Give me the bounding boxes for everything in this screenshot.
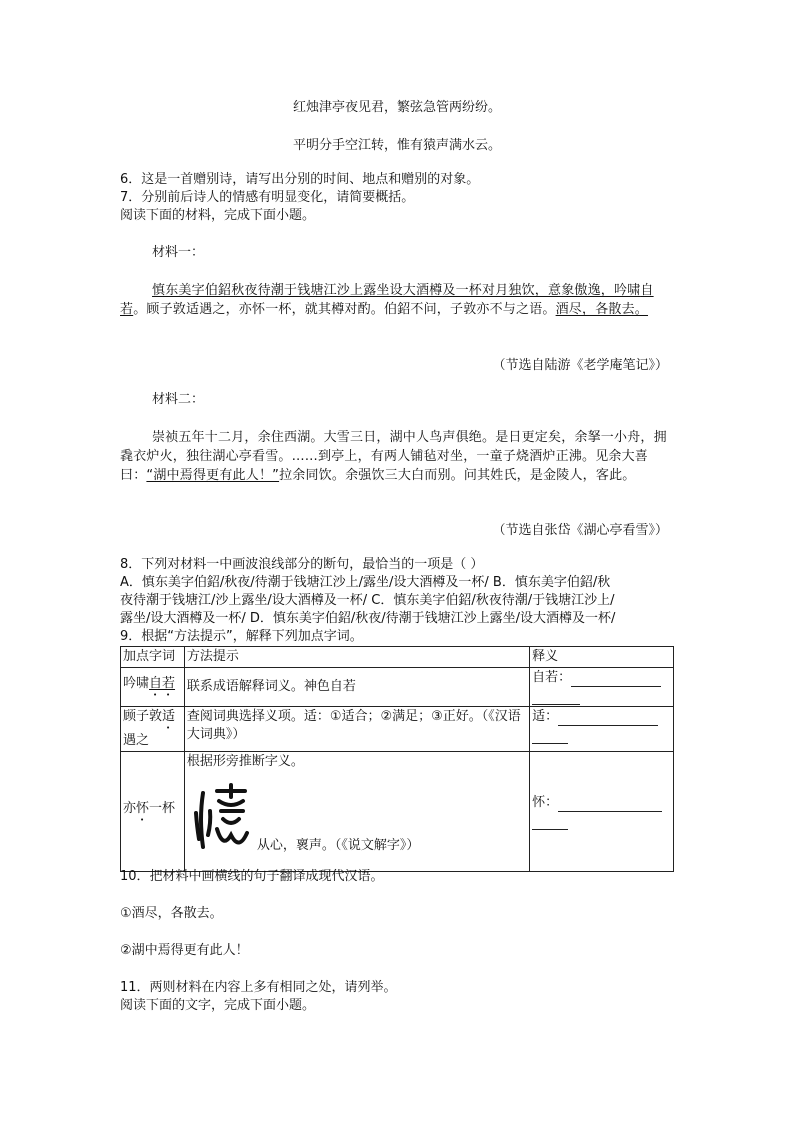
- question-6: 6．这是一首赠别诗，请写出分别的时间、地点和赠别的对象。: [120, 172, 480, 187]
- word-dotted: 自若: [149, 676, 176, 691]
- answer-cell: [530, 752, 674, 872]
- question-10-stem: 10．把材料中画横线的句子翻译成现代汉语。: [120, 869, 384, 884]
- header-meaning: 释义: [530, 647, 674, 668]
- zi-ruo-dotted: 自若: [120, 283, 654, 317]
- material-1-heading: 材料一：: [152, 245, 205, 260]
- material-1-middle: 。顾子敦适遇之，亦怀一杯，就其樽对酌。伯鉊不问，子敦亦不与之语。: [133, 302, 556, 317]
- answer-blank-cont[interactable]: [532, 817, 568, 830]
- question-10-item-2: ②湖中焉得更有此人！: [120, 943, 249, 958]
- word-prefix: 亦: [123, 800, 137, 816]
- question-8-options-2: 夜待潮于钱塘江/沙上露坐/设大酒樽及一杯/ C．慎东美字伯鉊/秋夜待潮/于钱塘江沙上/: [120, 593, 615, 608]
- question-9-table: [120, 646, 674, 872]
- reading-instruction-2: 阅读下面的文字，完成下面小题。: [120, 998, 316, 1013]
- answer-label: 自若：: [532, 670, 572, 685]
- seal-caption: 从心，褱声。（《说文解字》）: [256, 838, 420, 853]
- header-word: 加点字词: [121, 647, 185, 668]
- answer-blank[interactable]: [558, 799, 662, 812]
- header-method: 方法提示: [184, 647, 529, 668]
- answer-blank[interactable]: [571, 674, 661, 687]
- word-cell: [121, 707, 185, 752]
- answer-blank-cont[interactable]: [532, 692, 580, 705]
- word-cell: [121, 752, 185, 872]
- question-8-options-1: A．慎东美字伯鉊/秋夜/待潮于钱塘江沙上/露坐/设大酒樽及一杯/ B．慎东美字伯鉊/秋: [120, 575, 611, 590]
- material-1-text: [120, 281, 674, 319]
- answer-cell: [530, 707, 674, 752]
- answer-label: 怀：: [532, 794, 559, 810]
- answer-blank[interactable]: [558, 713, 658, 726]
- question-7: 7．分别前后诗人的情感有明显变化，请简要概括。: [120, 190, 415, 205]
- question-8-stem: 8．下列对材料一中画波浪线部分的断句，最恰当的一项是（ ）: [120, 557, 484, 572]
- poem-line-1: 红烛津亭夜见君，繁弦急管两纷纷。: [292, 100, 501, 115]
- hint-cell: 联系成语解释词义。神色自若: [184, 668, 529, 707]
- table-row: [121, 707, 674, 752]
- wavy-underlined-text: 慎东美字伯鉊秋夜待潮于钱塘江沙上露坐设大酒樽及一杯对月独饮，意象傲逸，吟啸: [152, 283, 641, 298]
- question-8-options-3: 露坐/设大酒樽及一杯/ D．慎东美字伯鉊/秋夜/待潮于钱塘江沙上露坐/设大酒樽及一杯/: [120, 611, 616, 626]
- table-row: [121, 752, 674, 872]
- word-cell: [121, 668, 185, 707]
- question-11-stem: 11．两则材料在内容上多有相同之处，请列举。: [120, 980, 397, 995]
- word-suffix: 一杯: [149, 800, 176, 816]
- material-2-heading: 材料二：: [152, 392, 205, 407]
- hint-text: 根据形旁推断字义。: [186, 754, 304, 769]
- material-2-source: （节选自张岱《湖心亭看雪》）: [492, 523, 668, 538]
- question-10-item-1: ①酒尽，各散去。: [120, 906, 223, 921]
- word-dotted: 适: [162, 709, 176, 724]
- answer-cell: [530, 668, 674, 707]
- underlined-sentence-2: “湖中焉得更有此人！”: [146, 468, 280, 483]
- material-2-body: 崇祯五年十二月，余住西湖。大雪三日，湖中人鸟声俱绝。是日更定矣，余拏一小舟，拥毳衣炉火，独往湖心亭看雪。……到亭上，有两人铺毡对坐，一童子烧酒炉正沸。见余大喜曰：: [120, 430, 667, 483]
- word-prefix: 顾子敦: [123, 709, 163, 724]
- reading-instruction: 阅读下面的材料，完成下面小题。: [120, 208, 316, 223]
- material-2-end: 拉余同饮。余强饮三大白而别。问其姓氏，是金陵人，客此。: [279, 468, 636, 483]
- material-2-text: [120, 428, 674, 485]
- word-dotted: 怀: [136, 800, 150, 816]
- material-1-source: （节选自陆游《老学庵笔记》）: [492, 358, 668, 373]
- seal-script-huai-icon: [193, 783, 251, 855]
- word-suffix: 遇之: [123, 733, 150, 748]
- answer-blank-cont[interactable]: [532, 731, 568, 744]
- poem-line-2: 平明分手空江转，惟有猿声满水云。: [292, 138, 501, 153]
- question-9-stem: 9．根据“方法提示”，解释下列加点字词。: [120, 629, 363, 644]
- underlined-sentence-1: 酒尽，各散去。: [555, 302, 649, 317]
- answer-label: 适：: [532, 709, 559, 724]
- hint-cell: [184, 752, 529, 872]
- word-prefix: 吟啸: [123, 676, 150, 691]
- table-row: [121, 668, 674, 707]
- hint-cell: 查阅词典选择义项。适：①适合；②满足；③正好。（《汉语大词典》）: [184, 707, 529, 752]
- table-header-row: [121, 647, 674, 668]
